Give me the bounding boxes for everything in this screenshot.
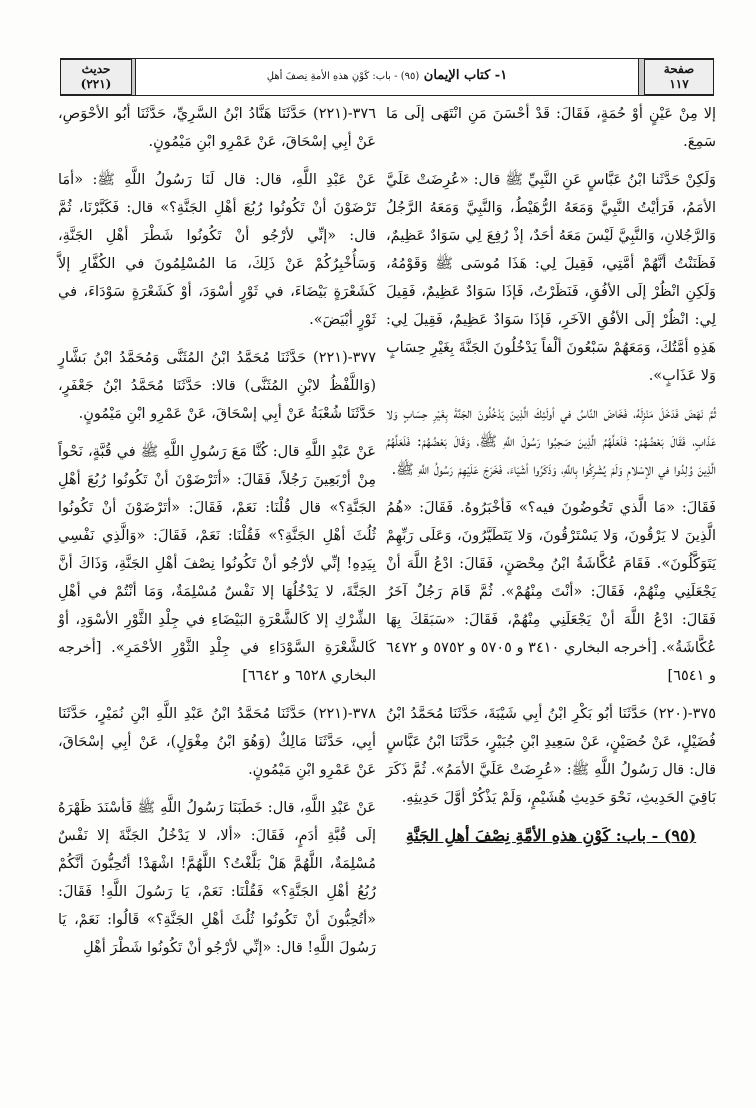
page-label: صفحة <box>663 62 695 76</box>
paragraph: ٣٧٥-(٢٢٠) حَدَّثَنَا أبُو بَكْرِ ابْنُ أبِي شَيْبَةَ، حَدَّثَنَا مُحَمَّدُ ابْنُ فُضَيْلٍ، عَنْ حُصَيْنٍ، عَنْ سَعِيدِ ابْنِ جُبَيْرٍ، حَدَّثَنَا ابْنُ عَبَّاسٍ قال: قال رَسُولُ اللَّهِ ﷺ: «عُرِضَتْ عَلَيَّ الأمَمُ». ثُمَّ ذَكَرَ بَاقِيَ الحَدِيثِ، نَحْوَ حَدِيثِ هُشَيْمٍ، وَلَمْ يَذْكُرْ أوَّلَ حَدِيثِهِ. <box>386 706 716 806</box>
hadith-number-box <box>60 59 132 95</box>
hadith-range: (٢٢١) <box>80 77 112 91</box>
paragraph: إلا مِنْ عَيْنٍ أوْ حُمَةٍ، فَقَالَ: قَدْ أحْسَنَ مَنِ انْتَهَى إلَى مَا سَمِعَ. <box>386 106 716 150</box>
page-number-box <box>644 59 714 95</box>
right-column <box>386 100 716 850</box>
hadith-label: حديث <box>81 62 111 76</box>
left-column <box>58 100 376 972</box>
chapter-ref: (٩٥) - باب: كَوْنِ هذهِ الأمةِ نِصفَ أهلِ <box>266 71 420 82</box>
chapter-heading: (٩٥) - باب: كَوْنِ هذهِ الأمَّةِ نِصْفَ أهلِ الجَنَّةِ <box>405 826 697 845</box>
paragraph: ٣٧٨-(٢٢١) حَدَّثَنَا مُحَمَّدُ ابْنُ عَبْدِ اللَّهِ ابْنِ نُمَيْرٍ، حَدَّثَنَا أبِي، حَدَّثَنَا مَالِكٌ (وَهُوَ ابْنُ مِغْوَلٍ)، عَنْ أبِي إسْحَاقَ، عَنْ عَمْرِو ابْنِ مَيْمُونٍ. <box>58 706 376 778</box>
paragraph: ٣٧٧-(٢٢١) حَدَّثَنَا مُحَمَّدُ ابْنُ المُثَنَّى وَمُحَمَّدُ ابْنُ بَشَّارٍ (وَاللَّفْظُ لابْنِ المُثَنَّى) قالا: حَدَّثَنَا مُحَمَّدُ ابْنُ جَعْفَرٍ، حَدَّثَنَا شُعْبَةُ عَنْ أبِي إسْحَاقَ، عَنْ عَمْرِو ابْنِ مَيْمُونٍ. <box>58 350 376 422</box>
paragraph: وَلَكِنْ حَدَّثَنا ابْنُ عَبَّاسٍ عَنِ النَّبِيِّ ﷺ قال: «عُرِضَتْ عَلَيَّ الأمَمُ، فَرَأيْتُ النَّبِيَّ وَمَعَهُ الرُّهَيْطُ، وَالنَّبِيَّ وَمَعَهُ الرَّجُلُ وَالرَّجُلانِ، وَالنَّبِيَّ لَيْسَ مَعَهُ أحَدٌ، إذْ رُفِعَ لِي سَوَادٌ عَظِيمٌ، فَظَنَنْتُ أنَّهُمْ أمَّتِي، فَقِيلَ لِي: هَذَا مُوسَى ﷺ وَقَوْمُهُ، وَلَكِنِ انْظُرْ إلَى الأفُقِ، فَنَظَرْتُ، فَإذَا سَوَادٌ عَظِيمٌ، فَقِيلَ لِي: انْظُرْ إلَى الأفُقِ الآخَرِ، فَإذَا سَوَادٌ عَظِيمٌ، فَقِيلَ لِي: هَذِهِ أمَّتُكَ، وَمَعَهُمْ سَبْعُونَ ألْفاً يَدْخُلُونَ الجَنَّةَ بِغَيْرِ حِسَابٍ وَلا عَذَابٍ». <box>386 172 716 384</box>
page-number: ١١٧ <box>669 77 689 91</box>
paragraph: ثُمَّ نَهَضَ فَدَخَلَ مَنْزِلَهُ، فَخَاضَ النَّاسُ في أولَئِكَ الَّذِينَ يَدْخُلُونَ الجَنَّةَ بِغَيْرِ حِسَابٍ وَلا عَذَابٍ، فَقَالَ بَعْضُهُمْ: فَلَعَلَّهُمُ الَّذِينَ صَحِبُوا رَسُولَ اللَّهِ ﷺ، وَقَالَ بَعْضُهُمْ: فَلَعَلَّهُمُ الَّذِينَ وُلِدُوا في الإسْلامِ وَلَمْ يُشْرِكُوا بِاللَّهِ، وَذَكَرُوا أشْيَاءَ، فَخَرَجَ عَلَيْهِمْ رَسُولُ اللَّهِ ﷺ. <box>386 406 716 478</box>
paragraph: ٣٧٦-(٢٢١) حَدَّثَنَا هَنَّادُ ابْنُ السَّرِيِّ، حَدَّثَنَا أبُو الأحْوَصِ، عَنْ أبِي إسْحَاقَ، عَنْ عَمْرِو ابْنِ مَيْمُونٍ. <box>58 106 376 150</box>
page-header <box>60 58 714 96</box>
paragraph: فَقَالَ: «مَا الَّذي تَخُوضُونَ فيه؟» فَأخْبَرُوهُ. فَقَالَ: «هُمُ الَّذِينَ لا يَرْقُونَ، وَلا يَسْتَرْقُونَ، وَلا يَتَطَيَّرُونَ، وَعَلَى رَبِّهِمْ يَتَوَكَّلُونَ». فَقَامَ عُكَّاشَةُ ابْنُ مِحْصَنٍ، فَقَالَ: ادْعُ اللَّهَ أنْ يَجْعَلَنِي مِنْهُمْ، فَقَالَ: «أنْتَ مِنْهُمْ». ثُمَّ قَامَ رَجُلٌ آخَرُ فَقَالَ: ادْعُ اللَّهَ أنْ يَجْعَلَنِي مِنْهُمْ، فَقَالَ: «سَبَقَكَ بِهَا عُكَّاشَةُ». [أخرجه البخاري ٣٤١٠ و ٥٧٠٥ و ٥٧٥٢ و ٦٤٧٢ و ٦٥٤١] <box>386 500 716 684</box>
paragraph: عَنْ عَبْدِ اللَّهِ، قال: خَطَبَنَا رَسُولُ اللَّهِ ﷺ فَأسْنَدَ ظَهْرَهُ إلَى قُبَّةِ أدَمٍ، فَقَالَ: «ألا، لا يَدْخُلُ الجَنَّةَ إلا نَفْسٌ مُسْلِمَةٌ، اللَّهُمَّ هَلْ بَلَّغْتُ؟ اللَّهُمَّ! اشْهَدْ! أتُحِبُّونَ أنَّكُمْ رُبُعُ أهْلِ الجَنَّةِ؟» فَقُلْنَا: نَعَمْ، يَا رَسُولَ اللَّهِ! فَقَالَ: «أتُحِبُّونَ أنْ تَكُونُوا ثُلُثَ أهْلِ الجَنَّةِ؟» قَالُوا: نَعَمْ، يَا رَسُولَ اللَّهِ! قال: «إنِّي لأرْجُو أنْ تَكُونُوا شَطْرَ أهْلِ <box>58 800 376 956</box>
paragraph: عَنْ عَبْدِ اللَّهِ، قال: قال لَنَا رَسُولُ اللَّهِ ﷺ: «أمَا تَرْضَوْنَ أنْ تَكُونُوا رُبُعَ أهْلِ الجَنَّةِ؟» قال: فَكَبَّرْنَا، ثُمَّ قال: «إنِّي لأرْجُو أنْ تَكُونُوا شَطْرَ أهْلِ الجَنَّةِ، وَسَأُخْبِرُكُمْ عَنْ ذَلِكَ، مَا المُسْلِمُونَ في الكُفَّارِ إلاَّ كَشَعْرَةٍ بَيْضَاءَ، في ثَوْرٍ أسْوَدَ، أوْ كَشَعْرَةٍ سَوْدَاءَ، في ثَوْرٍ أبْيَضَ». <box>58 172 376 328</box>
running-title <box>135 59 639 95</box>
paragraph: عَنْ عَبْدِ اللَّهِ قال: كُنَّا مَعَ رَسُولِ اللَّهِ ﷺ في قُبَّةٍ، نَحْواً مِنْ أرْبَعِينَ رَجُلاً، فَقَالَ: «أتَرْضَوْنَ أنْ تَكُونُوا رُبُعَ أهْلِ الجَنَّةِ؟» قال قُلْنَا: نَعَمْ، فَقَالَ: «أتَرْضَوْنَ أنْ تَكُونُوا ثُلُثَ أهْلِ الجَنَّةِ؟» فَقُلْنَا: نَعَمْ، فَقَالَ: «وَالَّذِي نَفْسِي بِيَدِهِ! إنِّي لأرْجُو أنْ تَكُونُوا نِصْفَ أهْلِ الجَنَّةِ، وَذَاكَ أنَّ الجَنَّةَ، لا يَدْخُلُهَا إلا نَفْسٌ مُسْلِمَةٌ، وَمَا أنْتُمْ في أهْلِ الشِّرْكِ إلا كَالشَّعْرَةِ البَيْضَاءِ في جِلْدِ الثَّوْرِ الأسْوَدِ، أوْ كَالشَّعْرَةِ السَّوْدَاءِ في جِلْدِ الثَّوْرِ الأحْمَرِ». [أخرجه البخاري ٦٥٢٨ و ٦٦٤٢] <box>58 444 376 684</box>
book-title: ١- كتاب الإيمان <box>423 68 508 83</box>
